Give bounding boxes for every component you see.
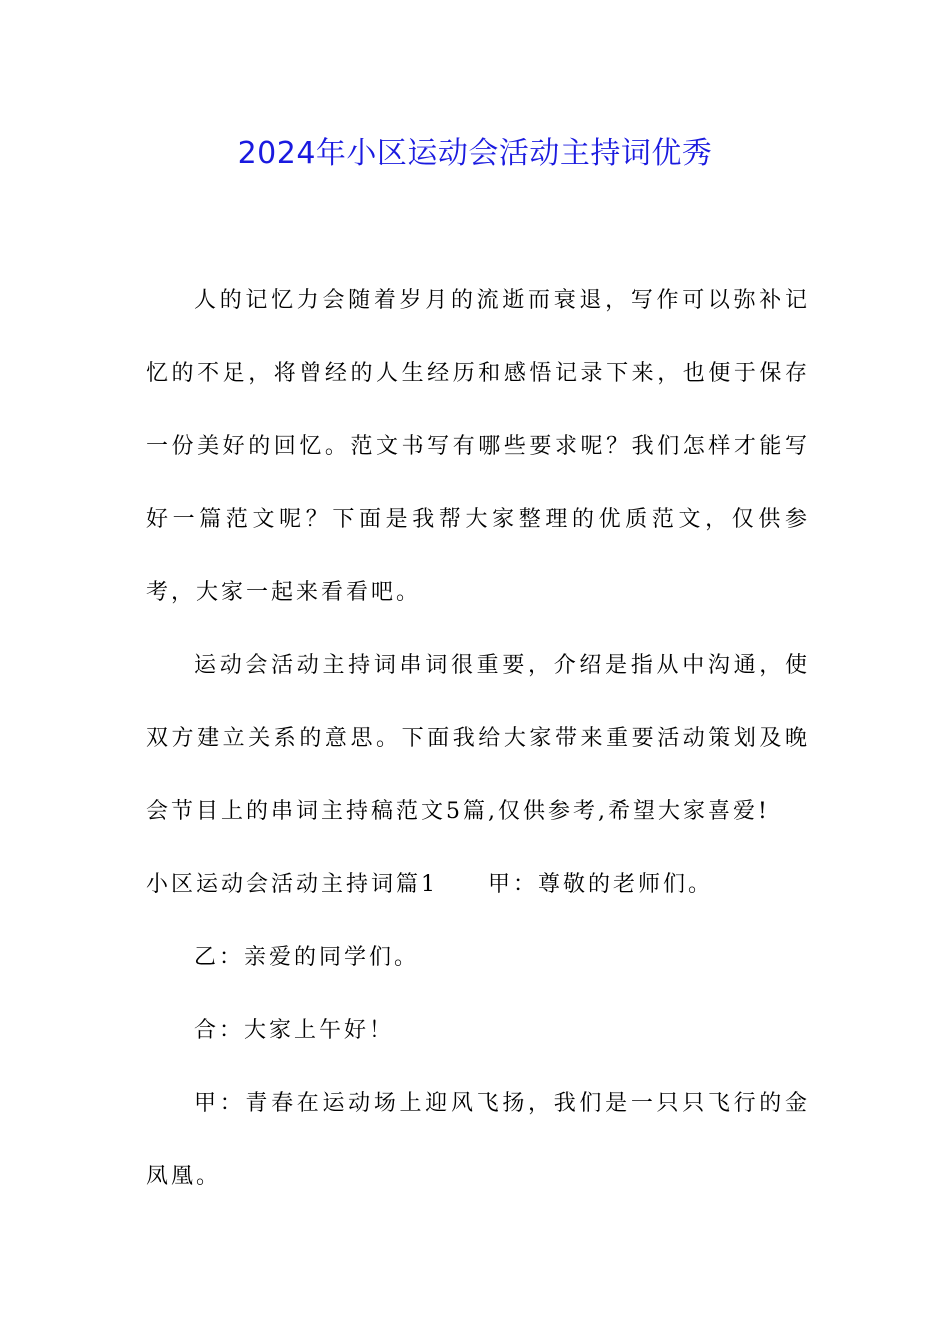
dialogue-line-yi: 乙：亲爱的同学们。	[194, 945, 420, 970]
description-paragraph: 运动会活动主持词串词很重要，介绍是指从中沟通，使双方建立关系的意思。下面我给大家带来重要活动策划及晚会节目上的串词主持稿范文5篇,仅供参考,希望大家喜爱!	[146, 653, 810, 824]
document-body	[146, 264, 810, 1213]
section-heading-line	[146, 848, 810, 921]
document-title: 2024年小区运动会活动主持词优秀	[237, 136, 713, 171]
dialogue-line-he: 合：大家上午好！	[194, 1018, 395, 1043]
dialogue-line-jia-2: 甲：青春在运动场上迎风飞扬，我们是一只只飞行的金凤凰。	[146, 1091, 810, 1189]
dialogue-line-jia: 甲：尊敬的老师们。	[488, 872, 714, 897]
intro-paragraph: 人的记忆力会随着岁月的流逝而衰退，写作可以弥补记忆的不足，将曾经的人生经历和感悟记录下来，也便于保存一份美好的回忆。范文书写有哪些要求呢？我们怎样才能写好一篇范文呢？下面是我帮大家整理的优质范文，仅供参考，大家一起来看看吧。	[146, 288, 810, 605]
section-heading: 小区运动会活动主持词篇1	[146, 872, 438, 897]
